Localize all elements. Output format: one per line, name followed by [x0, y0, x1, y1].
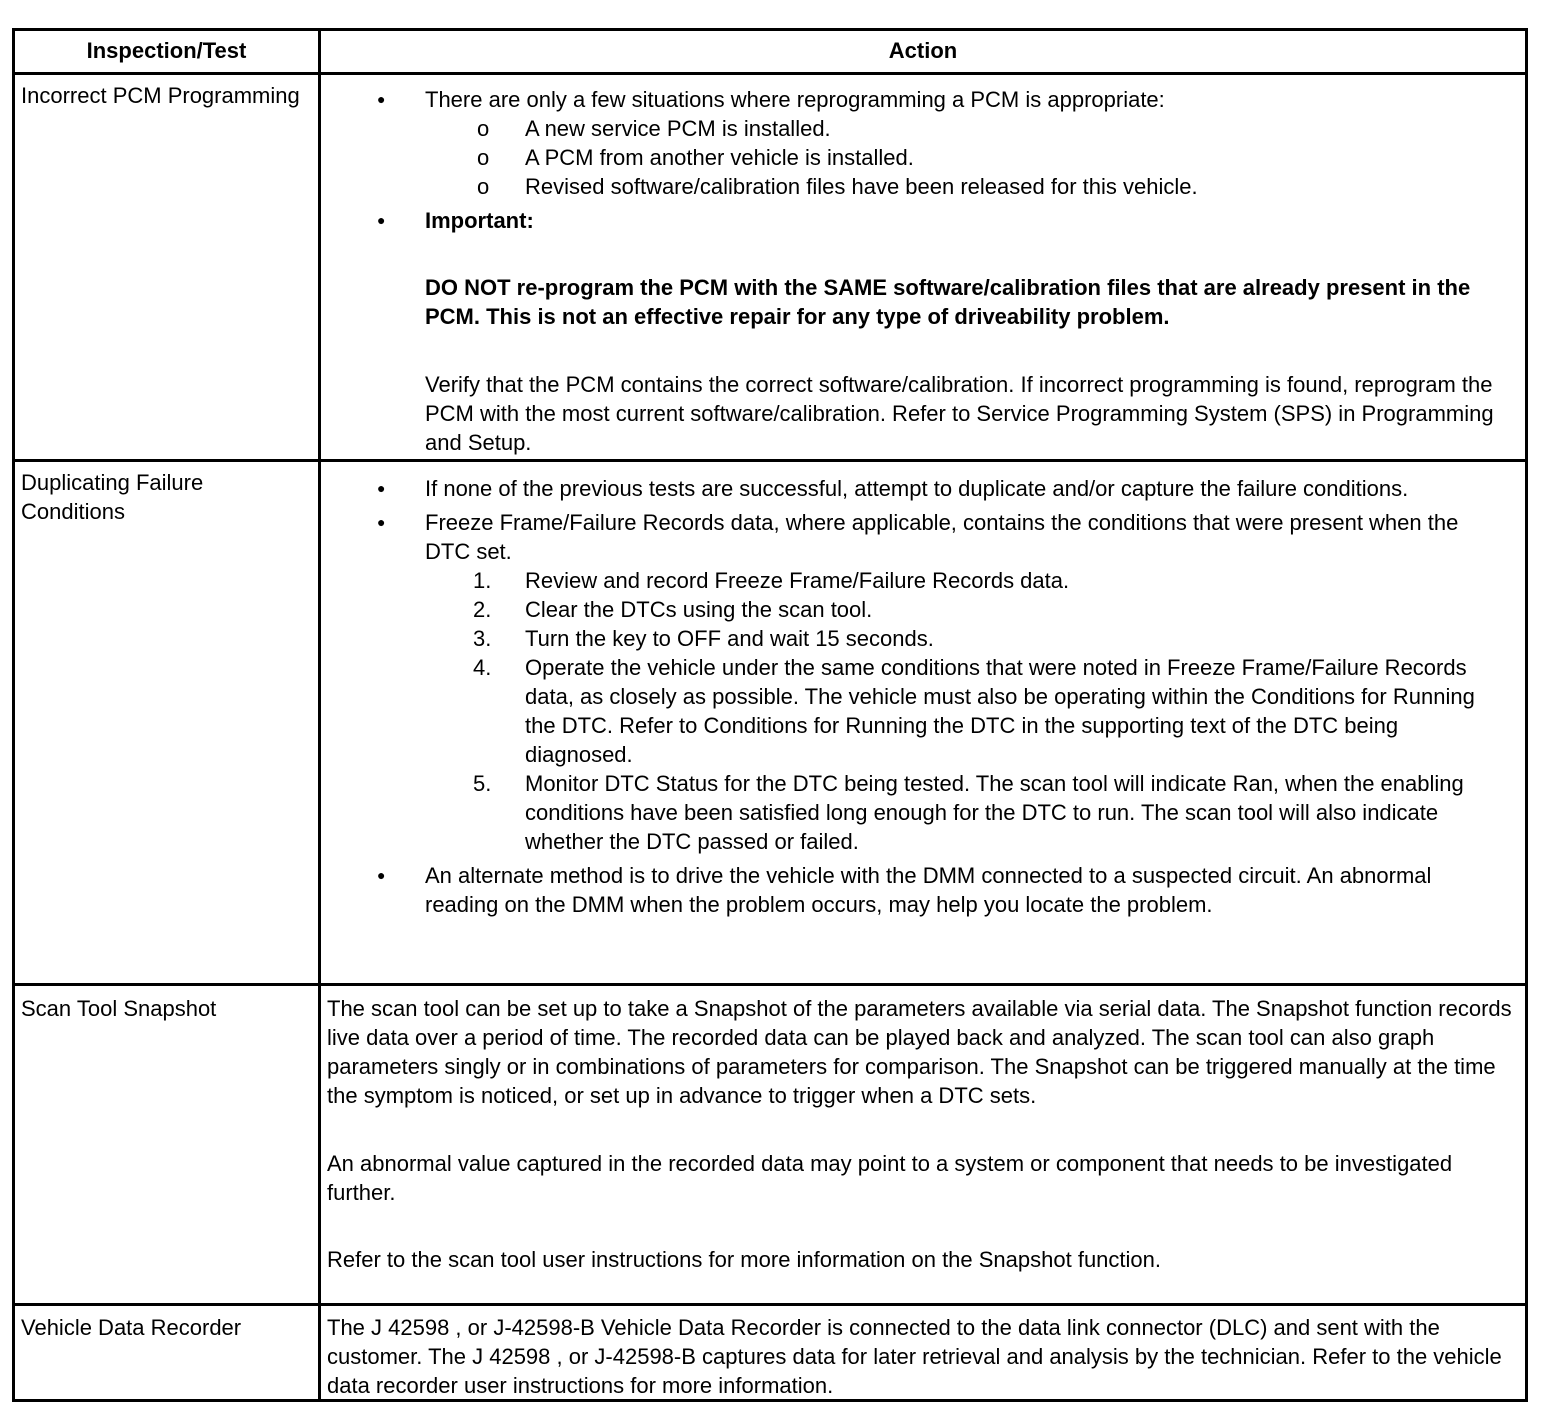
verify-text: Verify that the PCM contains the correct software/calibration. If incorrect programming is found, reprogram the PCM with the most current software/calibration. Refer to Service Programming System (SPS) in Programming and Setup.: [425, 372, 1494, 455]
step-item: [321, 595, 1525, 624]
item-text: Freeze Frame/Failure Records data, where applicable, contains the conditions that were present when the DTC set.: [425, 510, 1459, 564]
bullet-icon: ●: [377, 867, 386, 883]
circle-bullet-icon: o: [477, 174, 490, 199]
table-header-row: [15, 31, 1525, 75]
inspection-table: [12, 28, 1528, 1402]
item-text: There are only a few situations where reprogramming a PCM is appropriate:: [425, 87, 1165, 112]
list-item: [321, 85, 1525, 114]
step-text: Clear the DTCs using the scan tool.: [525, 597, 873, 622]
bullet-icon: ●: [377, 480, 386, 496]
step-text: Review and record Freeze Frame/Failure Records data.: [525, 568, 1070, 593]
test-name: Scan Tool Snapshot: [15, 986, 321, 1303]
step-item: [321, 624, 1525, 653]
circle-bullet-icon: o: [477, 145, 490, 170]
table-row: [15, 462, 1525, 986]
step-item: [321, 769, 1525, 856]
circle-bullet-icon: o: [477, 116, 490, 141]
list-item: [321, 508, 1525, 566]
bullet-icon: ●: [377, 91, 386, 107]
step-text: Monitor DTC Status for the DTC being tested. The scan tool will indicate Ran, when the enabling conditions have been satisfied long enough for the DTC to run. The scan tool will also indicate whether the DTC passed or failed.: [525, 771, 1464, 854]
step-number: 5.: [473, 771, 492, 796]
header-action: Action: [888, 38, 958, 63]
step-item: [321, 653, 1525, 769]
test-name: Duplicating Failure Conditions: [15, 462, 321, 983]
step-number: 2.: [473, 597, 492, 622]
step-item: [321, 566, 1525, 595]
action-cell: [321, 986, 1525, 1303]
bullet-icon: ●: [377, 212, 386, 228]
action-cell: [321, 75, 1525, 459]
table-row: [15, 1306, 1525, 1402]
item-text: An alternate method is to drive the vehicle with the DMM connected to a suspected circuit. An abnormal reading on the DMM when the problem occurs, may help you locate the problem.: [425, 863, 1432, 917]
action-cell: [321, 462, 1525, 983]
action-cell: [321, 1306, 1525, 1402]
test-name: Incorrect PCM Programming: [15, 75, 321, 459]
list-item: [321, 206, 1525, 235]
header-inspection-test: Inspection/Test: [15, 31, 321, 72]
paragraph: Refer to the scan tool user instructions for more information on the Snapshot function.: [327, 1247, 1162, 1272]
paragraph: The scan tool can be set up to take a Snapshot of the parameters available via serial data. The Snapshot function records live data over a period of time. The recorded data can be played back and analyzed. The scan tool can also graph parameters singly or in combinations of parameters for comparison. The Snapshot can be triggered manually at the time the symptom is noticed, or set up in advance to trigger when a DTC sets.: [327, 996, 1512, 1108]
list-item: [321, 861, 1525, 919]
step-text: Turn the key to OFF and wait 15 seconds.: [525, 626, 934, 651]
sub-item: [321, 114, 1525, 143]
item-text: A new service PCM is installed.: [525, 116, 831, 141]
item-text: If none of the previous tests are successful, attempt to duplicate and/or capture the failure conditions.: [425, 476, 1409, 501]
item-text: A PCM from another vehicle is installed.: [525, 145, 914, 170]
test-name: Vehicle Data Recorder: [15, 1306, 321, 1402]
paragraph: The J 42598 , or J-42598-B Vehicle Data Recorder is connected to the data link connector (DLC) and sent with the customer. The J 42598 , or J-42598-B captures data for later retrieval and analysis by the technician. Refer to the vehicle data recorder user instructions for more information.: [327, 1315, 1502, 1398]
sub-item: [321, 172, 1525, 201]
important-label: Important:: [425, 208, 534, 233]
important-text: DO NOT re-program the PCM with the SAME software/calibration files that are already present in the PCM. This is not an effective repair for any type of driveability problem.: [425, 275, 1471, 329]
paragraph: An abnormal value captured in the recorded data may point to a system or component that needs to be investigated further.: [327, 1151, 1453, 1205]
list-item: [321, 474, 1525, 503]
table-row: [15, 75, 1525, 462]
bullet-icon: ●: [377, 514, 386, 530]
step-number: 4.: [473, 655, 492, 680]
item-text: Revised software/calibration files have been released for this vehicle.: [525, 174, 1198, 199]
step-number: 1.: [473, 568, 492, 593]
step-text: Operate the vehicle under the same conditions that were noted in Freeze Frame/Failure Records data, as closely as possible. The vehicle must also be operating within the Conditions for Running the DTC. Refer to Conditions for Running the DTC in the supporting text of the DTC being diagnosed.: [525, 655, 1475, 767]
table-row: [15, 986, 1525, 1306]
step-number: 3.: [473, 626, 492, 651]
sub-item: [321, 143, 1525, 172]
